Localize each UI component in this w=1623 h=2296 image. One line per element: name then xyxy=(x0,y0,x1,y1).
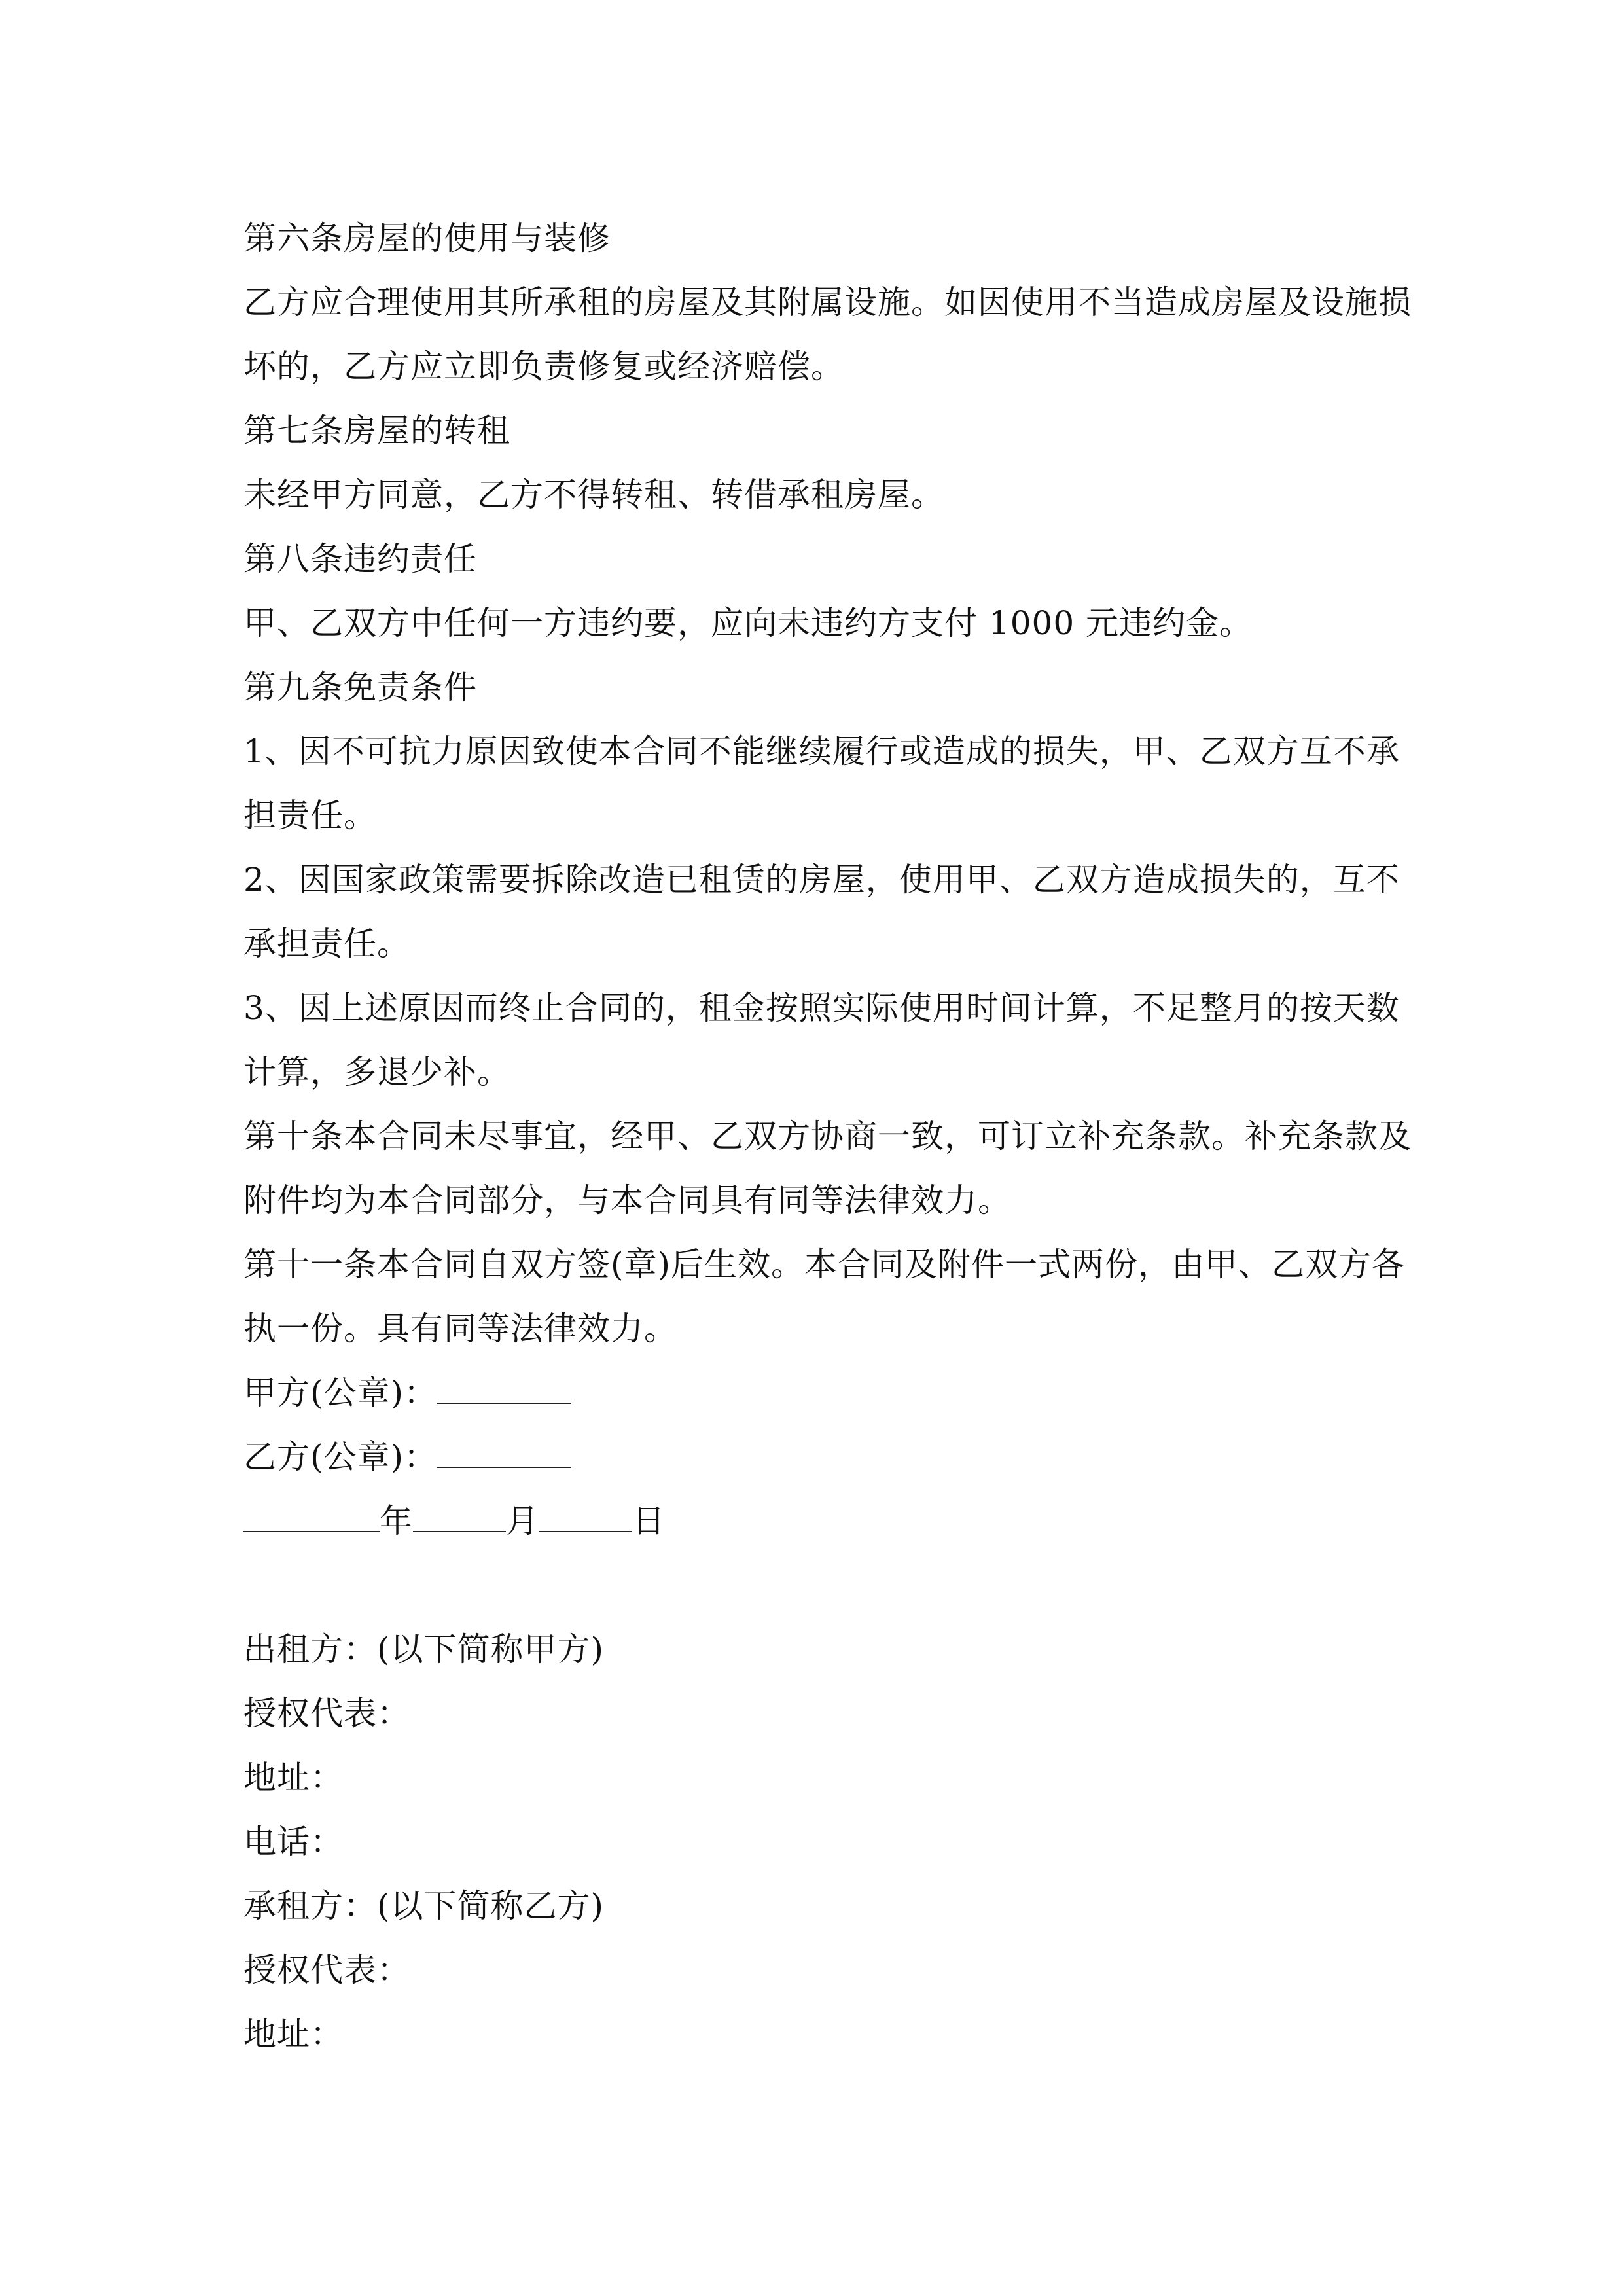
paragraph-line: 乙方应合理使用其所承租的房屋及其附属设施。如因使用不当造成房屋及设施损 xyxy=(243,283,1412,321)
lessor-heading: 出租方：(以下简称甲方) xyxy=(243,1630,605,1668)
paragraph-line: 3、因上述原因而终止合同的，租金按照实际使用时间计算，不足整月的按天数 xyxy=(243,989,1400,1027)
paragraph-line: 计算，多退少补。 xyxy=(243,1053,510,1091)
paragraph-line: 第十条本合同未尽事宜，经甲、乙双方协商一致，可订立补充条款。补充条款及 xyxy=(243,1117,1412,1155)
lessee-representative: 授权代表： xyxy=(243,1951,410,1989)
lessor-representative: 授权代表： xyxy=(243,1695,410,1732)
section-heading-6: 第六条房屋的使用与装修 xyxy=(243,219,611,257)
section-heading-9: 第九条免责条件 xyxy=(243,668,477,706)
party-a-signature-blank xyxy=(437,1376,571,1404)
party-a-signature-row xyxy=(243,1361,1389,1425)
section-spacer xyxy=(243,1553,1389,1617)
day-blank xyxy=(539,1505,632,1532)
paragraph-line: 第十一条本合同自双方签(章)后生效。本合同及附件一式两份，由甲、乙双方各 xyxy=(243,1246,1406,1283)
section-heading-8: 第八条违约责任 xyxy=(243,540,477,578)
day-label: 日 xyxy=(632,1502,666,1540)
year-label: 年 xyxy=(380,1502,413,1540)
paragraph-line: 甲、乙双方中任何一方违约要，应向未违约方支付 1000 元违约金。 xyxy=(243,604,1253,642)
paragraph-line: 1、因不可抗力原因致使本合同不能继续履行或造成的损失，甲、乙双方互不承 xyxy=(243,732,1400,770)
lessee-address: 地址： xyxy=(243,2015,344,2053)
lessee-heading: 承租方：(以下简称乙方) xyxy=(243,1887,605,1925)
paragraph-line: 坏的，乙方应立即负责修复或经济赔偿。 xyxy=(243,348,844,386)
section-heading-7: 第七条房屋的转租 xyxy=(243,412,510,450)
paragraph-line: 承担责任。 xyxy=(243,925,410,963)
document-body xyxy=(243,206,1412,2066)
party-b-signature-row xyxy=(243,1425,1389,1489)
month-blank xyxy=(413,1505,506,1532)
party-b-label: 乙方(公章)： xyxy=(243,1438,438,1476)
party-b-signature-blank xyxy=(437,1441,571,1468)
paragraph-line: 执一份。具有同等法律效力。 xyxy=(243,1310,677,1348)
paragraph-line: 担责任。 xyxy=(243,797,377,834)
year-blank xyxy=(243,1505,380,1532)
month-label: 月 xyxy=(506,1502,539,1540)
paragraph-line: 未经甲方同意，乙方不得转租、转借承租房屋。 xyxy=(243,476,944,514)
paragraph-line: 2、因国家政策需要拆除改造已租赁的房屋，使用甲、乙双方造成损失的，互不 xyxy=(243,861,1400,899)
paragraph-line: 附件均为本合同部分，与本合同具有同等法律效力。 xyxy=(243,1181,1011,1219)
lessor-phone: 电话： xyxy=(243,1823,344,1861)
signing-date-row xyxy=(243,1489,1389,1553)
lessor-address: 地址： xyxy=(243,1759,344,1797)
party-a-label: 甲方(公章)： xyxy=(243,1374,438,1412)
